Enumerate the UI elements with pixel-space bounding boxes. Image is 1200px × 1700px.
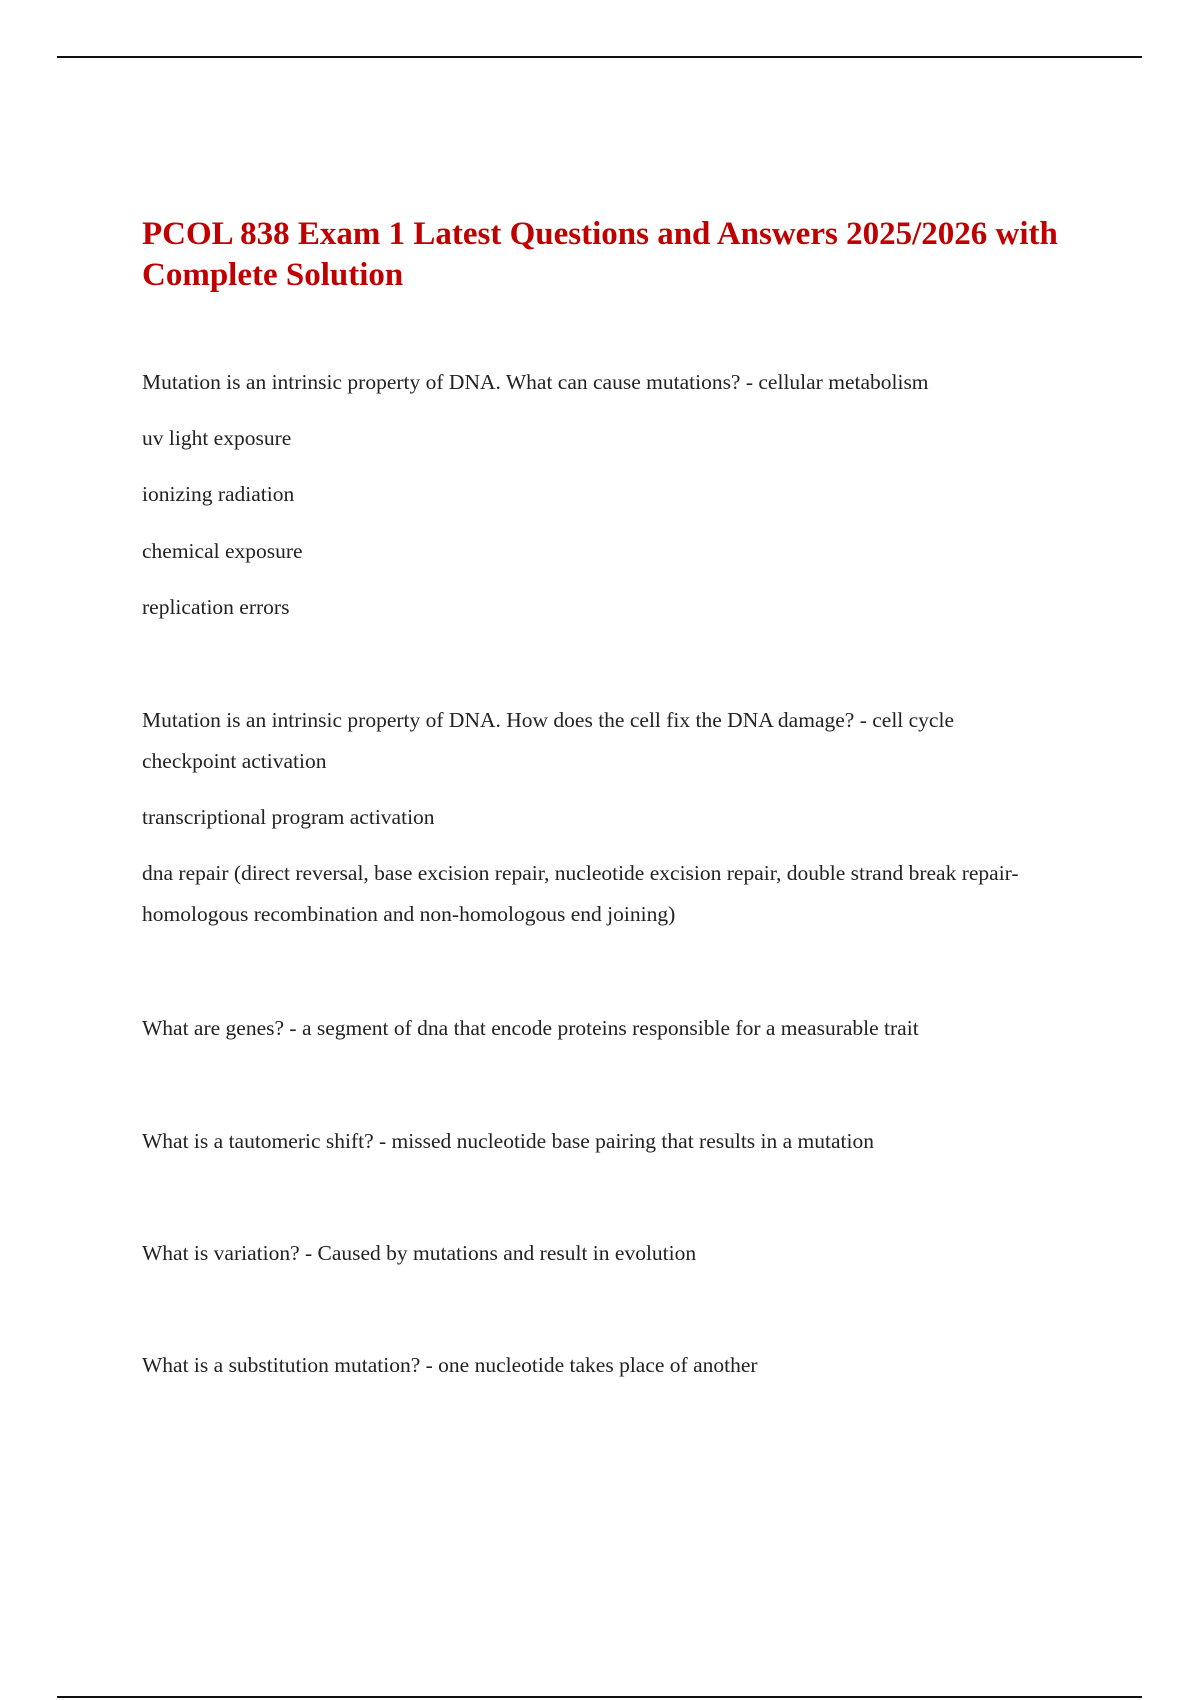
qa-1-item-1: uv light exposure	[142, 426, 292, 450]
document-title: PCOL 838 Exam 1 Latest Questions and Answers 2025/2026 with Complete Solution	[142, 216, 1058, 293]
bottom-rule	[57, 1696, 1142, 1698]
qa-1-item-2: ionizing radiation	[142, 482, 295, 506]
qa-1-question: Mutation is an intrinsic property of DNA. What can cause mutations? - cellular metabolism	[142, 370, 929, 394]
top-rule	[57, 56, 1142, 58]
qa-1-item-4: replication errors	[142, 595, 290, 619]
qa-3-question: What are genes? - a segment of dna that encode proteins responsible for a measurable trait	[142, 1016, 919, 1040]
qa-1-item-3: chemical exposure	[142, 539, 303, 563]
qa-2-question: Mutation is an intrinsic property of DNA. How does the cell fix the DNA damage? - cell cycle checkpoint activation	[142, 708, 954, 773]
qa-6-question: What is a substitution mutation? - one nucleotide takes place of another	[142, 1353, 758, 1377]
qa-2-item-1: transcriptional program activation	[142, 805, 435, 829]
qa-2-item-2: dna repair (direct reversal, base excision repair, nucleotide excision repair, double strand break repair-homologous recombination and non-homologous end joining)	[142, 861, 1019, 926]
qa-5-question: What is variation? - Caused by mutations and result in evolution	[142, 1241, 697, 1265]
qa-4-question: What is a tautomeric shift? - missed nucleotide base pairing that results in a mutation	[142, 1129, 874, 1153]
